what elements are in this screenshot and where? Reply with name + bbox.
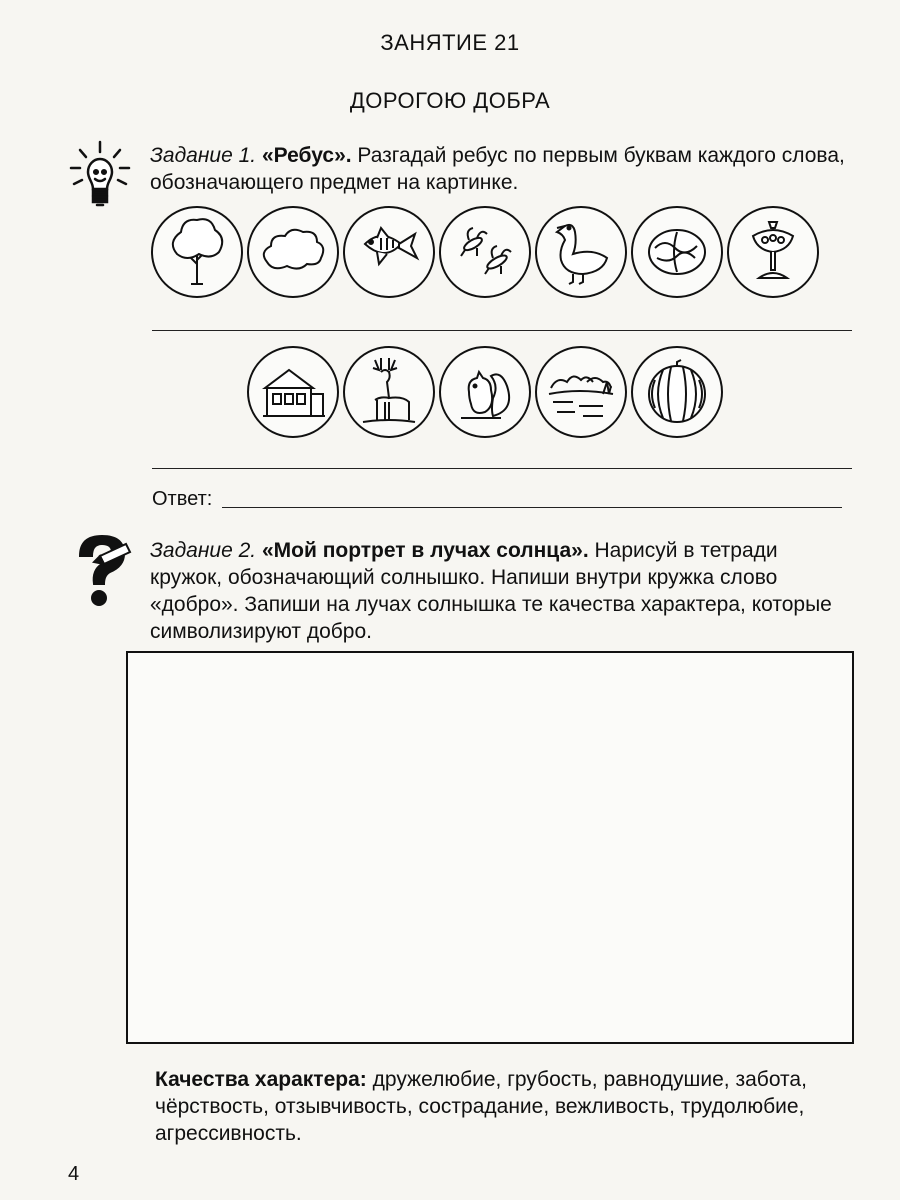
- answer-line-1[interactable]: [152, 330, 852, 331]
- house-icon: [247, 346, 339, 438]
- task2-instructions: Нарисуй в тетради кружок, обозначающий солнышко. Напиши внутри кружка слово «добро». Запиши на лучах солнышка те качества характера, которые символизируют добро.: [150, 539, 832, 643]
- task1-label: Задание 1.: [150, 144, 257, 167]
- rebus-row-2: [247, 346, 723, 438]
- watermelon-icon: [631, 346, 723, 438]
- vase-icon: [727, 206, 819, 298]
- task1-instructions: Разгадай ребус по первым буквам каждого слова, обозначающего предмет на картинке.: [150, 144, 845, 194]
- task2-text: [150, 537, 855, 645]
- lesson-title: ЗАНЯТИЕ 21: [380, 30, 520, 55]
- wasps-icon: [439, 206, 531, 298]
- task1-name: «Ребус».: [261, 144, 352, 167]
- goose-icon: [535, 206, 627, 298]
- answer-label: Ответ:: [152, 488, 213, 510]
- question-mark-pencil-icon: [70, 532, 134, 613]
- river-icon: [535, 346, 627, 438]
- task2-label: Задание 2.: [150, 539, 257, 562]
- qualities-heading: Качества характера:: [155, 1068, 367, 1091]
- task1-text: [150, 142, 855, 196]
- deer-icon: [343, 346, 435, 438]
- cloud-icon: [247, 206, 339, 298]
- qualities-text: [155, 1066, 860, 1147]
- answer-field[interactable]: [222, 507, 842, 508]
- lesson-topic: ДОРОГОЮ ДОБРА: [349, 88, 551, 113]
- walnut-icon: [631, 206, 723, 298]
- task2-name: «Мой портрет в лучах солнца».: [261, 539, 589, 562]
- qualities-list: дружелюбие, грубость, равнодушие, забота, чёрствость, отзывчивость, сострадание, вежливость, трудолюбие, агрессивность.: [155, 1068, 807, 1145]
- rebus-row-1: [151, 206, 819, 298]
- squirrel-icon: [439, 346, 531, 438]
- lightbulb-icon: [68, 140, 132, 217]
- answer-line-2[interactable]: [152, 468, 852, 469]
- fish-icon: [343, 206, 435, 298]
- tree-icon: [151, 206, 243, 298]
- page-number: 4: [68, 1163, 80, 1185]
- drawing-area[interactable]: [126, 651, 854, 1044]
